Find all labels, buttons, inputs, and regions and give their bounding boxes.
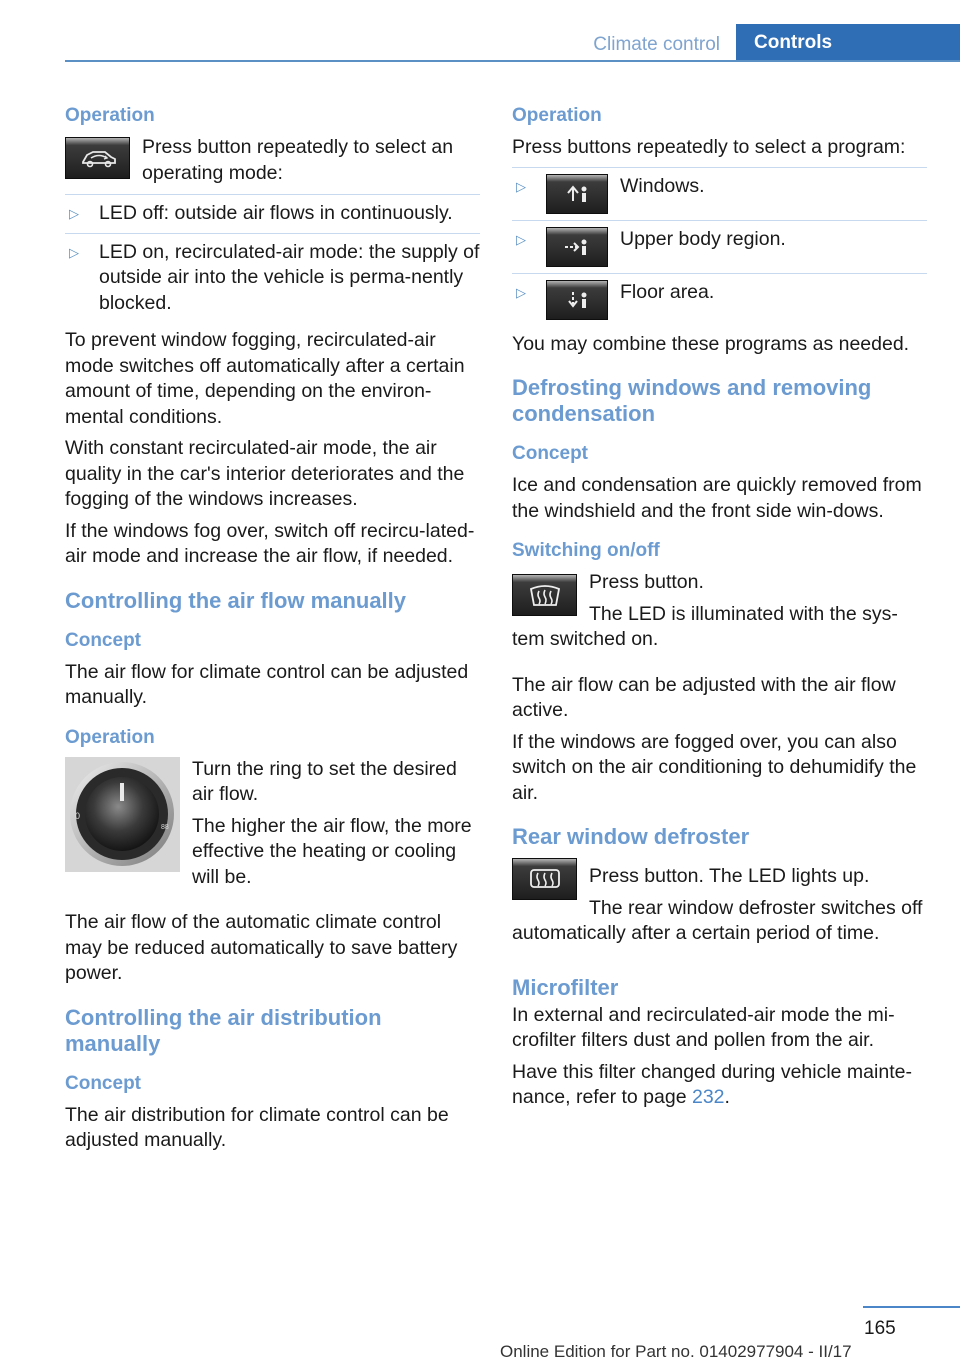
floor-area-program-button-icon [546,280,608,320]
distribution-heading: Controlling the air distribution manually [65,1004,382,1056]
list-item: ▷ Upper body region. [512,220,927,273]
rear-defroster-heading: Rear window defroster [512,824,750,849]
windshield-defrost-button-icon [512,574,577,616]
switch-text-1: Press button. [589,571,704,593]
svg-text:88: 88 [161,823,169,831]
switch-heading: Switching on/off [512,540,660,561]
header-section-title: Climate control [593,34,720,55]
airflow-paragraph: The air flow of the automatic climate control may be reduced automatically to save battery power. [65,911,458,984]
defrost-concept-heading: Concept [512,443,588,464]
distribution-concept-text: The air distribution for climate control can be adjusted manually. [65,1103,449,1151]
triangle-bullet-icon: ▷ [516,284,526,300]
triangle-bullet-icon: ▷ [516,178,526,194]
list-item: ▷ LED on, recirculated-air mode: the supply of outside air into the vehicle is perma-nently blocked. [65,233,480,323]
list-item: ▷ LED off: outside air flows in continuously. [65,194,480,233]
left-column [65,103,480,1160]
switch-text-2: The LED is illuminated with the sys-tem switched on. [512,602,898,650]
triangle-bullet-icon: ▷ [516,231,526,247]
microfilter-text-1: In external and recirculated-air mode the mi-crofilter filters dust and pollen from the air. [512,1003,895,1051]
header-tab: Controls [736,24,960,62]
page-number: 165 [864,1318,896,1339]
upper-body-program-button-icon [546,227,608,267]
right-column [512,103,927,1117]
combine-text: You may combine these programs as needed. [512,332,910,355]
paragraph: If the windows fog over, switch off recircu-lated-air mode and increase the air flow, if needed. [65,519,475,567]
defrost-heading: Defrosting windows and removing condensation [512,375,872,426]
airflow-operation-text: Turn the ring to set the desired air flow. The higher the air flow, the more effective the heating or cooling will be. [192,757,472,888]
rear-text-2: The rear window defroster switches off automatically after a certain period of time. [512,896,923,944]
switch-paragraph-2: If the windows are fogged over, you can also switch on the air conditioning to dehumidify the air. [512,730,917,804]
airflow-ring-image [65,757,180,872]
distribution-operation-text: Press buttons repeatedly to select a program: [512,136,906,158]
airflow-knob-row [65,757,480,897]
recirculation-operation-heading: Operation [65,105,155,126]
edition-footer: Online Edition for Part no. 01402977904 - II/17 [500,1342,852,1361]
airflow-concept-heading: Concept [65,629,141,651]
recirculated-air-button-icon [65,137,130,179]
windows-program-button-icon [546,174,608,214]
distribution-concept-heading: Concept [65,1072,141,1094]
airflow-heading: Controlling the air flow manually [65,587,407,613]
footer-rule [863,1306,960,1308]
program-list [512,167,927,326]
header-rule [65,60,960,62]
paragraph: With constant recirculated-air mode, the air quality in the car's interior deteriorates and the fogging of the windows increases. [65,437,465,510]
page-reference-link[interactable]: 232 [691,1086,725,1108]
rear-window-defroster-button-icon [512,858,577,900]
microfilter-heading: Microfilter [512,974,619,1000]
rear-text-1: Press button. The LED lights up. [589,865,870,887]
page-header [65,24,960,61]
airflow-concept-text: The air flow for climate control can be adjusted manually. [65,660,469,708]
airflow-operation-heading: Operation [65,726,155,748]
paragraph: To prevent window fogging, recirculated-air mode switches off automatically after a certain amount of time, depending on the environ-mental conditions. [65,329,465,428]
triangle-bullet-icon: ▷ [69,244,79,260]
list-item: ▷ Windows. [512,167,927,220]
microfilter-text-2: Have this filter changed during vehicle mainte-nance, refer to page 232. [512,1060,912,1108]
list-item: ▷ Floor area. [512,273,927,326]
switch-paragraph-1: The air flow can be adjusted with the air flow active. [512,673,896,721]
svg-text:0: 0 [75,810,81,821]
recirculation-mode-list [65,194,480,322]
recirculation-button-row [65,135,480,186]
distribution-operation-heading: Operation [512,105,602,126]
recirculation-operation-text: Press button repeatedly to select an operating mode: [142,136,454,184]
triangle-bullet-icon: ▷ [69,206,79,221]
defrost-concept-text: Ice and condensation are quickly removed from the windshield and the front side win-dows. [512,474,922,522]
